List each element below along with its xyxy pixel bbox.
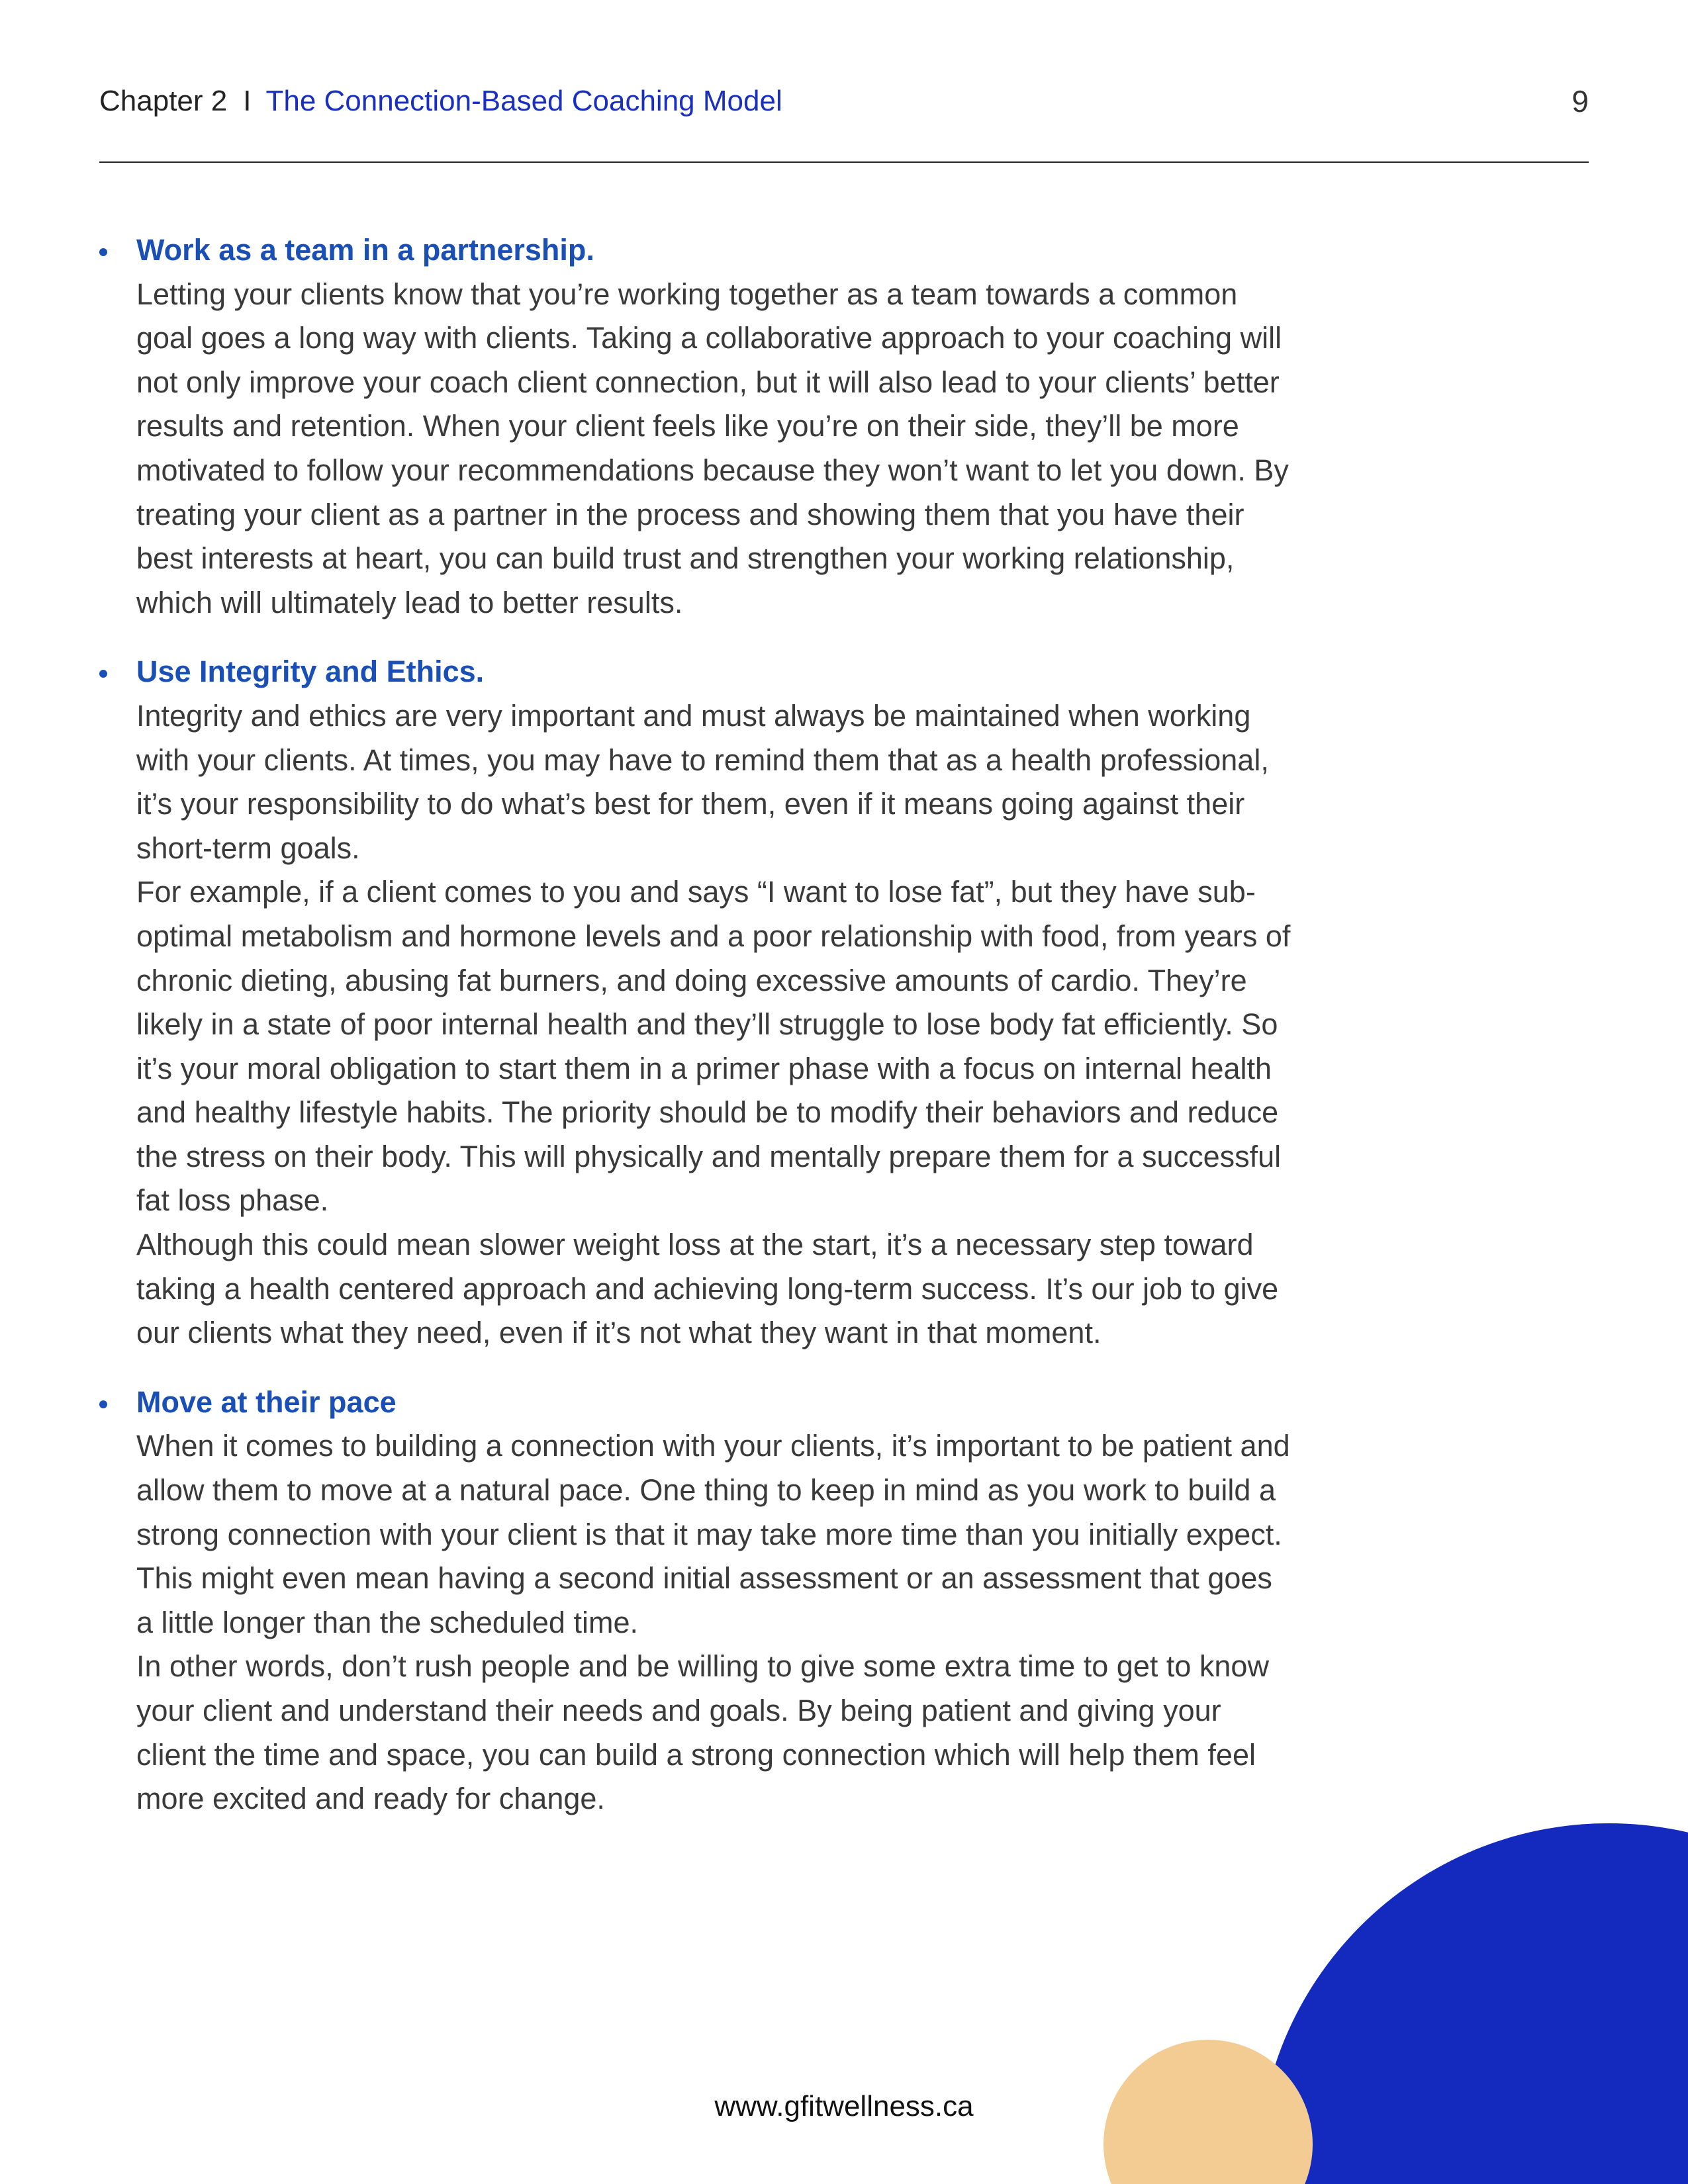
bullet-icon xyxy=(99,248,107,256)
bullet-icon xyxy=(99,1400,107,1408)
bullet-section-pace xyxy=(99,1381,1291,1821)
chapter-title: The Connection-Based Coaching Model xyxy=(265,85,782,117)
header-divider xyxy=(99,161,1589,163)
section-heading: Use Integrity and Ethics. xyxy=(136,655,485,689)
page-header xyxy=(99,78,1589,124)
page-number: 9 xyxy=(1571,84,1589,118)
chapter-label: Chapter 2 xyxy=(99,85,228,117)
decorative-blue-circle xyxy=(1258,1823,1688,2184)
main-content xyxy=(99,228,1291,1846)
header-chapter-info xyxy=(99,85,782,118)
section-heading: Move at their pace xyxy=(136,1385,397,1419)
section-heading: Work as a team in a partnership. xyxy=(136,233,594,267)
section-paragraph: For example, if a client comes to you and says “I want to lose fat”, but they have sub-optimal metabolism and hormone levels and a poor relationship with food, from years of chronic dieting, abusing fat burners, and doing excessive amounts of cardio. They’re likely in a state of poor internal health and they’ll struggle to lose body fat efficiently. So it’s your moral obligation to start them in a primer phase with a focus on internal health and healthy lifestyle habits. The priority should be to modify their behaviors and reduce the stress on their body. This will physically and mentally prepare them for a successful fat loss phase. xyxy=(136,875,1291,1218)
section-paragraph: When it comes to building a connection with your clients, it’s important to be patient and allow them to move at a natural pace. One thing to keep in mind as you work to build a strong connection with your client is that it may take more time than you initially expect. This might even mean having a second initial assessment or an assessment that goes a little longer than the scheduled time. xyxy=(136,1429,1290,1639)
bullet-icon xyxy=(99,670,107,678)
header-separator: I xyxy=(243,85,252,117)
bullet-section-teamwork xyxy=(99,228,1291,625)
section-paragraph: Although this could mean slower weight loss at the start, it’s a necessary step toward taking a health centered approach and achieving long-term success. It’s our job to give our clients what they need, even if it’s not what they want in that moment. xyxy=(136,1228,1279,1350)
section-paragraph: Letting your clients know that you’re working together as a team towards a common goal goes a long way with clients. Taking a collaborative approach to your coaching will not only improve your coach client connection, but it will also lead to your clients’ better results and retention. When your client feels like you’re on their side, they’ll be more motivated to follow your recommendations because they won’t want to let you down. By treating your client as a partner in the process and showing them that you have their best interests at heart, you can build trust and strengthen your working relationship, which will ultimately lead to better results. xyxy=(136,277,1289,619)
bullet-section-integrity xyxy=(99,650,1291,1355)
section-paragraph: In other words, don’t rush people and be willing to give some extra time to get to know your client and understand their needs and goals. By being patient and giving your client the time and space, you can build a strong connection which will help them feel more excited and ready for change. xyxy=(136,1649,1269,1816)
section-paragraph: Integrity and ethics are very important and must always be maintained when working with your clients. At times, you may have to remind them that as a health professional, it’s your responsibility to do what’s best for them, even if it means going against their short-term goals. xyxy=(136,698,1269,865)
footer-website-url: www.gfitwellness.ca xyxy=(714,2090,974,2122)
